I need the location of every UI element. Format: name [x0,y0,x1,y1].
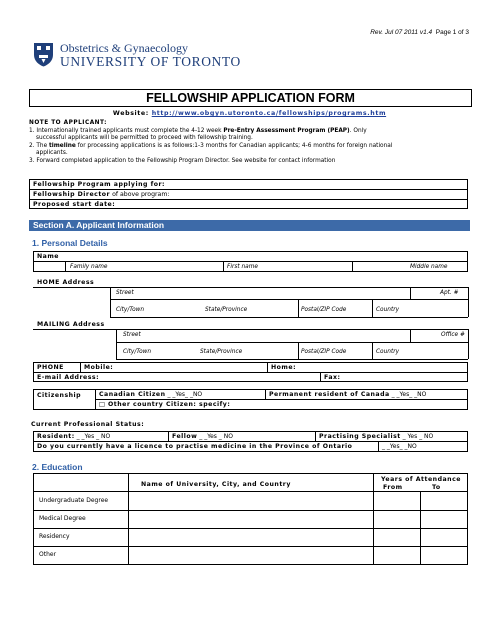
mobile-field[interactable]: Mobile: [84,364,114,371]
citizenship-label: Citizenship [37,392,82,399]
mailing-postal-field[interactable]: Postal/ZIP Code [301,349,347,355]
fellow-option[interactable]: Fellow _ _Yes _ NO [172,433,233,440]
fax-field[interactable]: Fax: [324,374,341,381]
mailing-state-field[interactable]: State/Province [200,349,243,355]
home-phone-field[interactable]: Home: [271,364,297,371]
education-col-years: Years of Attendance [381,476,461,483]
licence-option[interactable]: _ _Yes_ _NO [382,443,417,450]
university-crest-icon [33,41,54,67]
home-address-label: HOME Address [37,279,95,286]
form-title: FELLOWSHIP APPLICATION FORM [29,89,472,107]
education-col-to: To [432,484,441,491]
education-row-residency: Residency [39,533,70,540]
licence-question: Do you currently have a licence to practise medicine in the Province of Ontario [37,443,353,450]
mailing-street-field[interactable]: Street [123,332,141,338]
home-apt-field[interactable]: Apt. # [440,290,459,296]
home-state-field[interactable]: State/Province [205,307,248,313]
website-label: Website: [112,110,149,117]
note-item-1: 1. Internationally trained applicants must complete the 4-12 week Pre-Entry Assessment Program (PEAP). Only [29,127,367,134]
section-a-heading: Section A. Applicant Information [29,220,470,231]
home-street-field[interactable]: Street [116,290,134,296]
education-heading: 2. Education [32,462,83,472]
email-field[interactable]: E-mail Address: [37,374,100,381]
program-director-field[interactable]: Fellowship Director of above program: [30,190,467,200]
note-item-2-cont: applicants. [36,150,68,157]
note-to-applicant [29,120,474,166]
phone-label: PHONE [37,364,64,371]
home-country-field[interactable]: Country [376,307,400,313]
resident-option[interactable]: Resident: _ _Yes _ NO [37,433,111,440]
professional-status-heading: Current Professional Status: [31,421,145,428]
education-row-other: Other [39,551,57,558]
permanent-resident-option[interactable]: Permanent resident of Canada _ _Yes_ _NO [269,391,427,398]
other-citizenship-checkbox[interactable]: □ Other country Citizen: specify: [99,401,231,408]
website-link[interactable]: http://www.obgyn.utoronto.ca/fellowships/programs.htm [151,110,387,117]
note-item-3: 3. Forward completed application to the Fellowship Program Director. See website for contact information [29,157,336,164]
name-label: Name [37,253,59,260]
first-name-field[interactable]: First name [227,264,258,270]
home-city-field[interactable]: City/Town [116,307,145,313]
education-row-medical: Medical Degree [39,515,86,522]
home-postal-field[interactable]: Postal/ZIP Code [301,307,347,313]
department-name: Obstetrics & Gynaecology [60,41,188,55]
program-applying-field[interactable]: Fellowship Program applying for: [30,180,467,190]
program-box [29,179,468,209]
middle-name-field[interactable]: Middle name [410,264,448,270]
revision-note: Rev. Jul 07 2011 v1.4 Page 1 of 3 [370,29,469,36]
mailing-country-field[interactable]: Country [376,349,400,355]
education-col-name: Name of University, City, and Country [141,481,291,488]
personal-details-heading: 1. Personal Details [32,238,108,248]
family-name-field[interactable]: Family name [70,264,108,270]
page-number: Page 1 of 3 [435,29,469,36]
note-item-2: 2. The timeline for processing applications is as follows:1-3 months for Canadian applicants; 4-6 months for foreign national [29,142,393,149]
website-line [29,110,470,117]
note-item-1-cont: successful applicants will be permitted to proceed with fellowship training. [36,135,253,142]
mailing-address-label: MAILING Address [37,321,105,328]
university-name: UNIVERSITY OF TORONTO [60,54,241,69]
mailing-city-field[interactable]: City/Town [123,349,152,355]
mailing-office-field[interactable]: Office # [441,332,465,338]
start-date-field[interactable]: Proposed start date: [33,201,116,208]
education-col-from: From [383,484,403,491]
note-heading: NOTE TO APPLICANT: [29,120,107,126]
practising-specialist-option[interactable]: Practising Specialist _ Yes _ NO [319,433,434,440]
canadian-citizen-option[interactable]: Canadian Citizen _ _Yes_ _NO [99,391,203,398]
education-row-undergraduate: Undergraduate Degree [39,497,109,504]
